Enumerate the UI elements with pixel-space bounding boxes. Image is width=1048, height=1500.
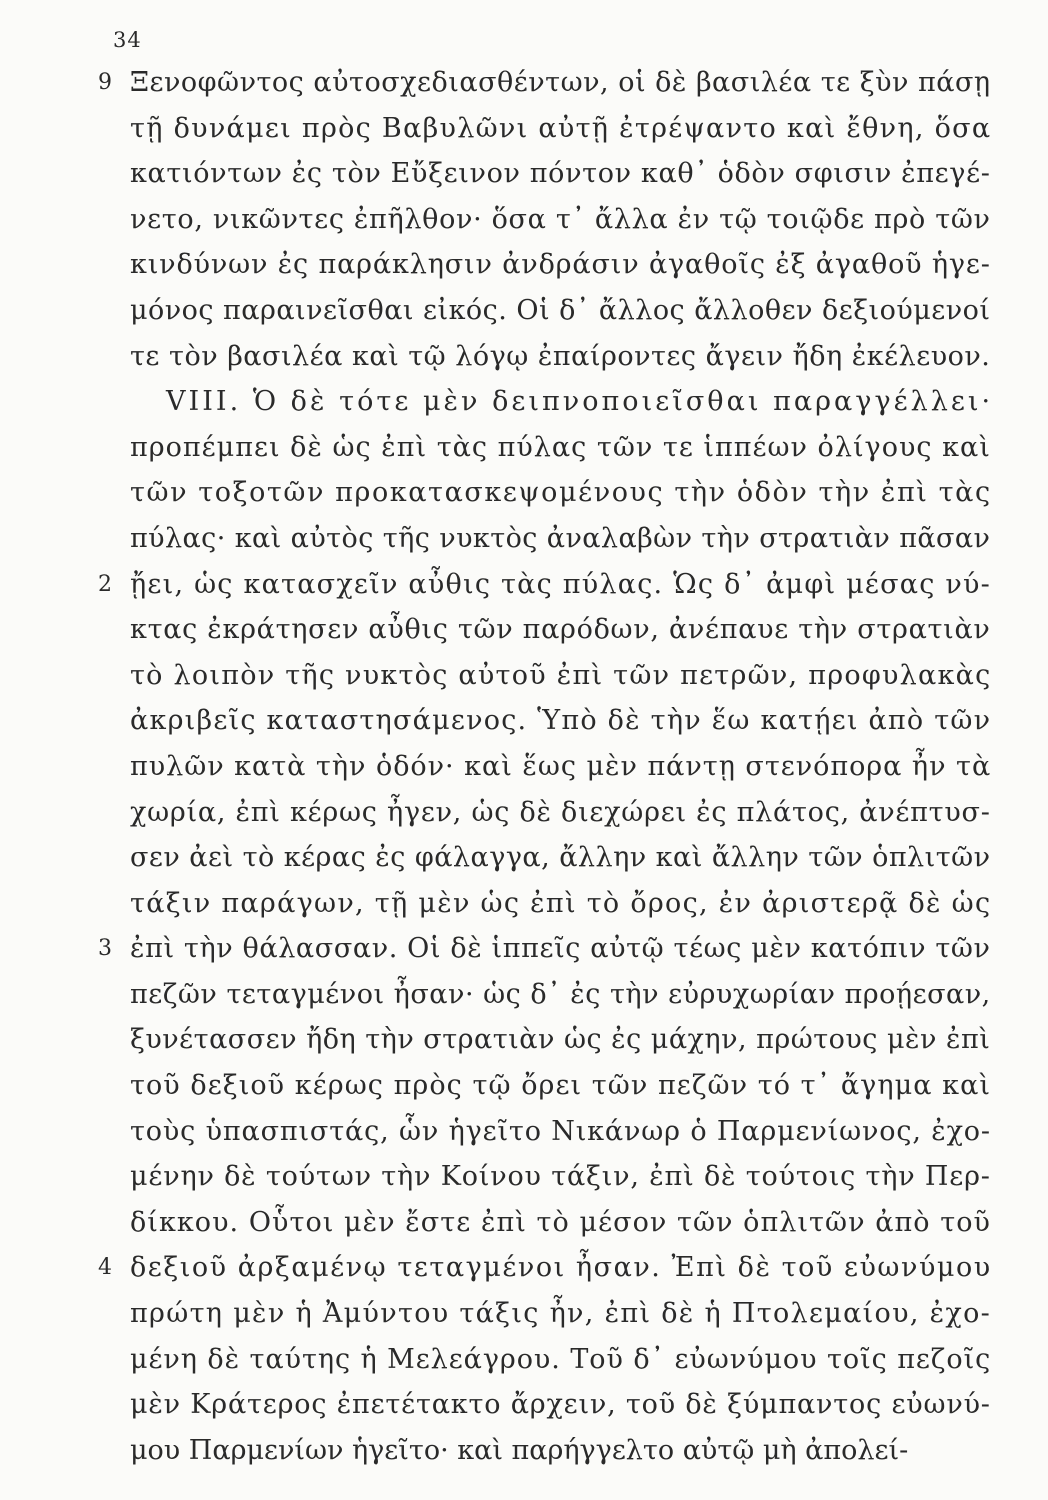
section-number: 4 — [98, 1255, 112, 1281]
text-line — [130, 698, 990, 744]
section-number: 2 — [98, 571, 112, 597]
text-line — [130, 334, 990, 380]
text-line — [130, 516, 990, 562]
text-line — [130, 106, 990, 152]
line-text: ᾔει, ὡς κατασχεῖν αὖθις τὰς πύλας. Ὡς δ᾽ ἀμφὶ μέσας νύ- — [130, 568, 992, 600]
main-text-block — [98, 60, 994, 1473]
text-line — [130, 288, 990, 334]
text-line — [130, 744, 990, 790]
line-text: δεξιοῦ ἀρξαμένῳ τεταγμένοι ἦσαν. Ἐπὶ δὲ τοῦ εὐωνύμου — [130, 1252, 992, 1284]
text-line — [130, 1109, 990, 1155]
text-line — [130, 1291, 990, 1337]
line-text: πυλῶν κατὰ τὴν ὁδόν· καὶ ἕως μὲν πάντῃ στενόπορα ἦν τὰ — [130, 750, 992, 782]
line-text: χωρία, ἐπὶ κέρως ἦγεν, ὡς δὲ διεχώρει ἐς πλάτος, ἀνέπτυσ- — [130, 796, 991, 828]
line-text: κτας ἐκράτησεν αὖθις τῶν παρόδων, ἀνέπαυε τὴν στρατιὰν — [130, 614, 991, 646]
text-line — [130, 972, 990, 1018]
text-line — [130, 242, 990, 288]
text-line — [98, 1245, 992, 1291]
text-line — [130, 835, 990, 881]
line-text: VIII. Ὁ δὲ τότε μὲν δειπνοποιεῖσθαι παραγγέλλει· — [166, 386, 994, 418]
line-text: τὸ λοιπὸν τῆς νυκτὸς αὐτοῦ ἐπὶ τῶν πετρῶν, προφυλακὰς — [130, 659, 992, 691]
line-text: μὲν Κράτερος ἐπετέτακτο ἄρχειν, τοῦ δὲ ξύμπαντος εὐωνύ- — [130, 1389, 991, 1421]
text-line — [130, 881, 990, 927]
text-line — [130, 1337, 990, 1383]
line-text: πύλας· καὶ αὐτὸς τῆς νυκτὸς ἀναλαβὼν τὴν στρατιὰν πᾶσαν — [130, 522, 991, 554]
text-line — [98, 562, 992, 608]
section-number: 9 — [98, 70, 112, 95]
text-line — [130, 1017, 990, 1063]
line-text: τάξιν παράγων, τῇ μὲν ὡς ἐπὶ τὸ ὄρος, ἐν ἀριστερᾷ δὲ ὡς — [130, 887, 992, 919]
text-line — [130, 197, 990, 243]
line-text: μόνος παραινεῖσθαι εἰκός. Οἱ δ᾽ ἄλλος ἄλλοθεν δεξιούμενοί — [130, 294, 991, 326]
line-text: κινδύνων ἐς παράκλησιν ἀνδράσιν ἀγαθοῖς ἐξ ἀγαθοῦ ἡγε- — [130, 249, 991, 281]
line-text: τοὺς ὑπασπιστάς, ὧν ἡγεῖτο Νικάνωρ ὁ Παρμενίωνος, ἐχο- — [130, 1115, 991, 1147]
line-text: ἐπὶ τὴν θάλασσαν. Οἱ δὲ ἱππεῖς αὐτῷ τέως μὲν κατόπιν τῶν — [130, 933, 991, 965]
line-text: πρώτη μὲν ἡ Ἀμύντου τάξις ἦν, ἐπὶ δὲ ἡ Πτολεμαίου, ἐχο- — [130, 1298, 992, 1330]
text-line — [98, 926, 991, 972]
line-text: Ξενοφῶντος αὐτοσχεδιασθέντων, οἱ δὲ βασιλέα τε ξὺν πάσῃ — [130, 67, 991, 98]
text-line — [130, 470, 990, 516]
text-line — [130, 1154, 990, 1200]
line-text: μου Παρμενίων ἡγεῖτο· καὶ παρήγγελτο αὐτῷ μὴ ἀπολεί- — [130, 1434, 909, 1466]
line-text: ξυνέτασσεν ἤδη τὴν στρατιὰν ὡς ἐς μάχην, πρώτους μὲν ἐπὶ — [130, 1024, 991, 1056]
text-line — [98, 60, 991, 106]
text-line — [130, 1428, 990, 1474]
text-line — [130, 790, 990, 836]
chapter-heading-line — [130, 379, 994, 425]
text-line — [130, 1200, 990, 1246]
line-text: κατιόντων ἐς τὸν Εὔξεινον πόντον καθ᾽ ὁδὸν σφισιν ἐπεγέ- — [130, 158, 991, 190]
line-text: νετο, νικῶντες ἐπῆλθον· ὅσα τ᾽ ἄλλα ἐν τῷ τοιῷδε πρὸ τῶν — [130, 203, 991, 235]
line-text: τῶν τοξοτῶν προκατασκεψομένους τὴν ὁδὸν τὴν ἐπὶ τὰς — [130, 477, 992, 509]
line-text: πεζῶν τεταγμένοι ἦσαν· ὡς δ᾽ ἐς τὴν εὐρυχωρίαν προῄεσαν, — [130, 978, 991, 1010]
line-text: ἀκριβεῖς καταστησάμενος. Ὑπὸ δὲ τὴν ἕω κατῄει ἀπὸ τῶν — [130, 705, 992, 737]
line-text: μένη δὲ ταύτης ἡ Μελεάγρου. Τοῦ δ᾽ εὐωνύμου τοῖς πεζοῖς — [130, 1343, 992, 1375]
text-line — [130, 607, 990, 653]
page-number: 34 — [113, 28, 142, 52]
line-text: προπέμπει δὲ ὡς ἐπὶ τὰς πύλας τῶν τε ἱππέων ὀλίγους καὶ — [130, 431, 991, 463]
text-line — [130, 1063, 990, 1109]
line-text: τῇ δυνάμει πρὸς Βαβυλῶνι αὐτῇ ἐτρέψαντο καὶ ἔθνη, ὅσα — [130, 112, 992, 144]
text-line — [130, 653, 990, 699]
section-number: 3 — [98, 936, 112, 962]
line-text: δίκκου. Οὗτοι μὲν ἔστε ἐπὶ τὸ μέσον τῶν ὁπλιτῶν ἀπὸ τοῦ — [130, 1206, 991, 1238]
text-line — [130, 425, 990, 471]
line-text: τοῦ δεξιοῦ κέρως πρὸς τῷ ὄρει τῶν πεζῶν τό τ᾽ ἄγημα καὶ — [130, 1070, 992, 1102]
line-text: τε τὸν βασιλέα καὶ τῷ λόγῳ ἐπαίροντες ἄγειν ἤδη ἐκέλευον. — [130, 340, 991, 372]
line-text: σεν ἀεὶ τὸ κέρας ἐς φάλαγγα, ἄλλην καὶ ἄλλην τῶν ὁπλιτῶν — [130, 842, 991, 874]
line-text: μένην δὲ τούτων τὴν Κοίνου τάξιν, ἐπὶ δὲ τούτοις τὴν Περ- — [130, 1161, 991, 1193]
text-line — [130, 1382, 990, 1428]
text-line — [130, 151, 990, 197]
